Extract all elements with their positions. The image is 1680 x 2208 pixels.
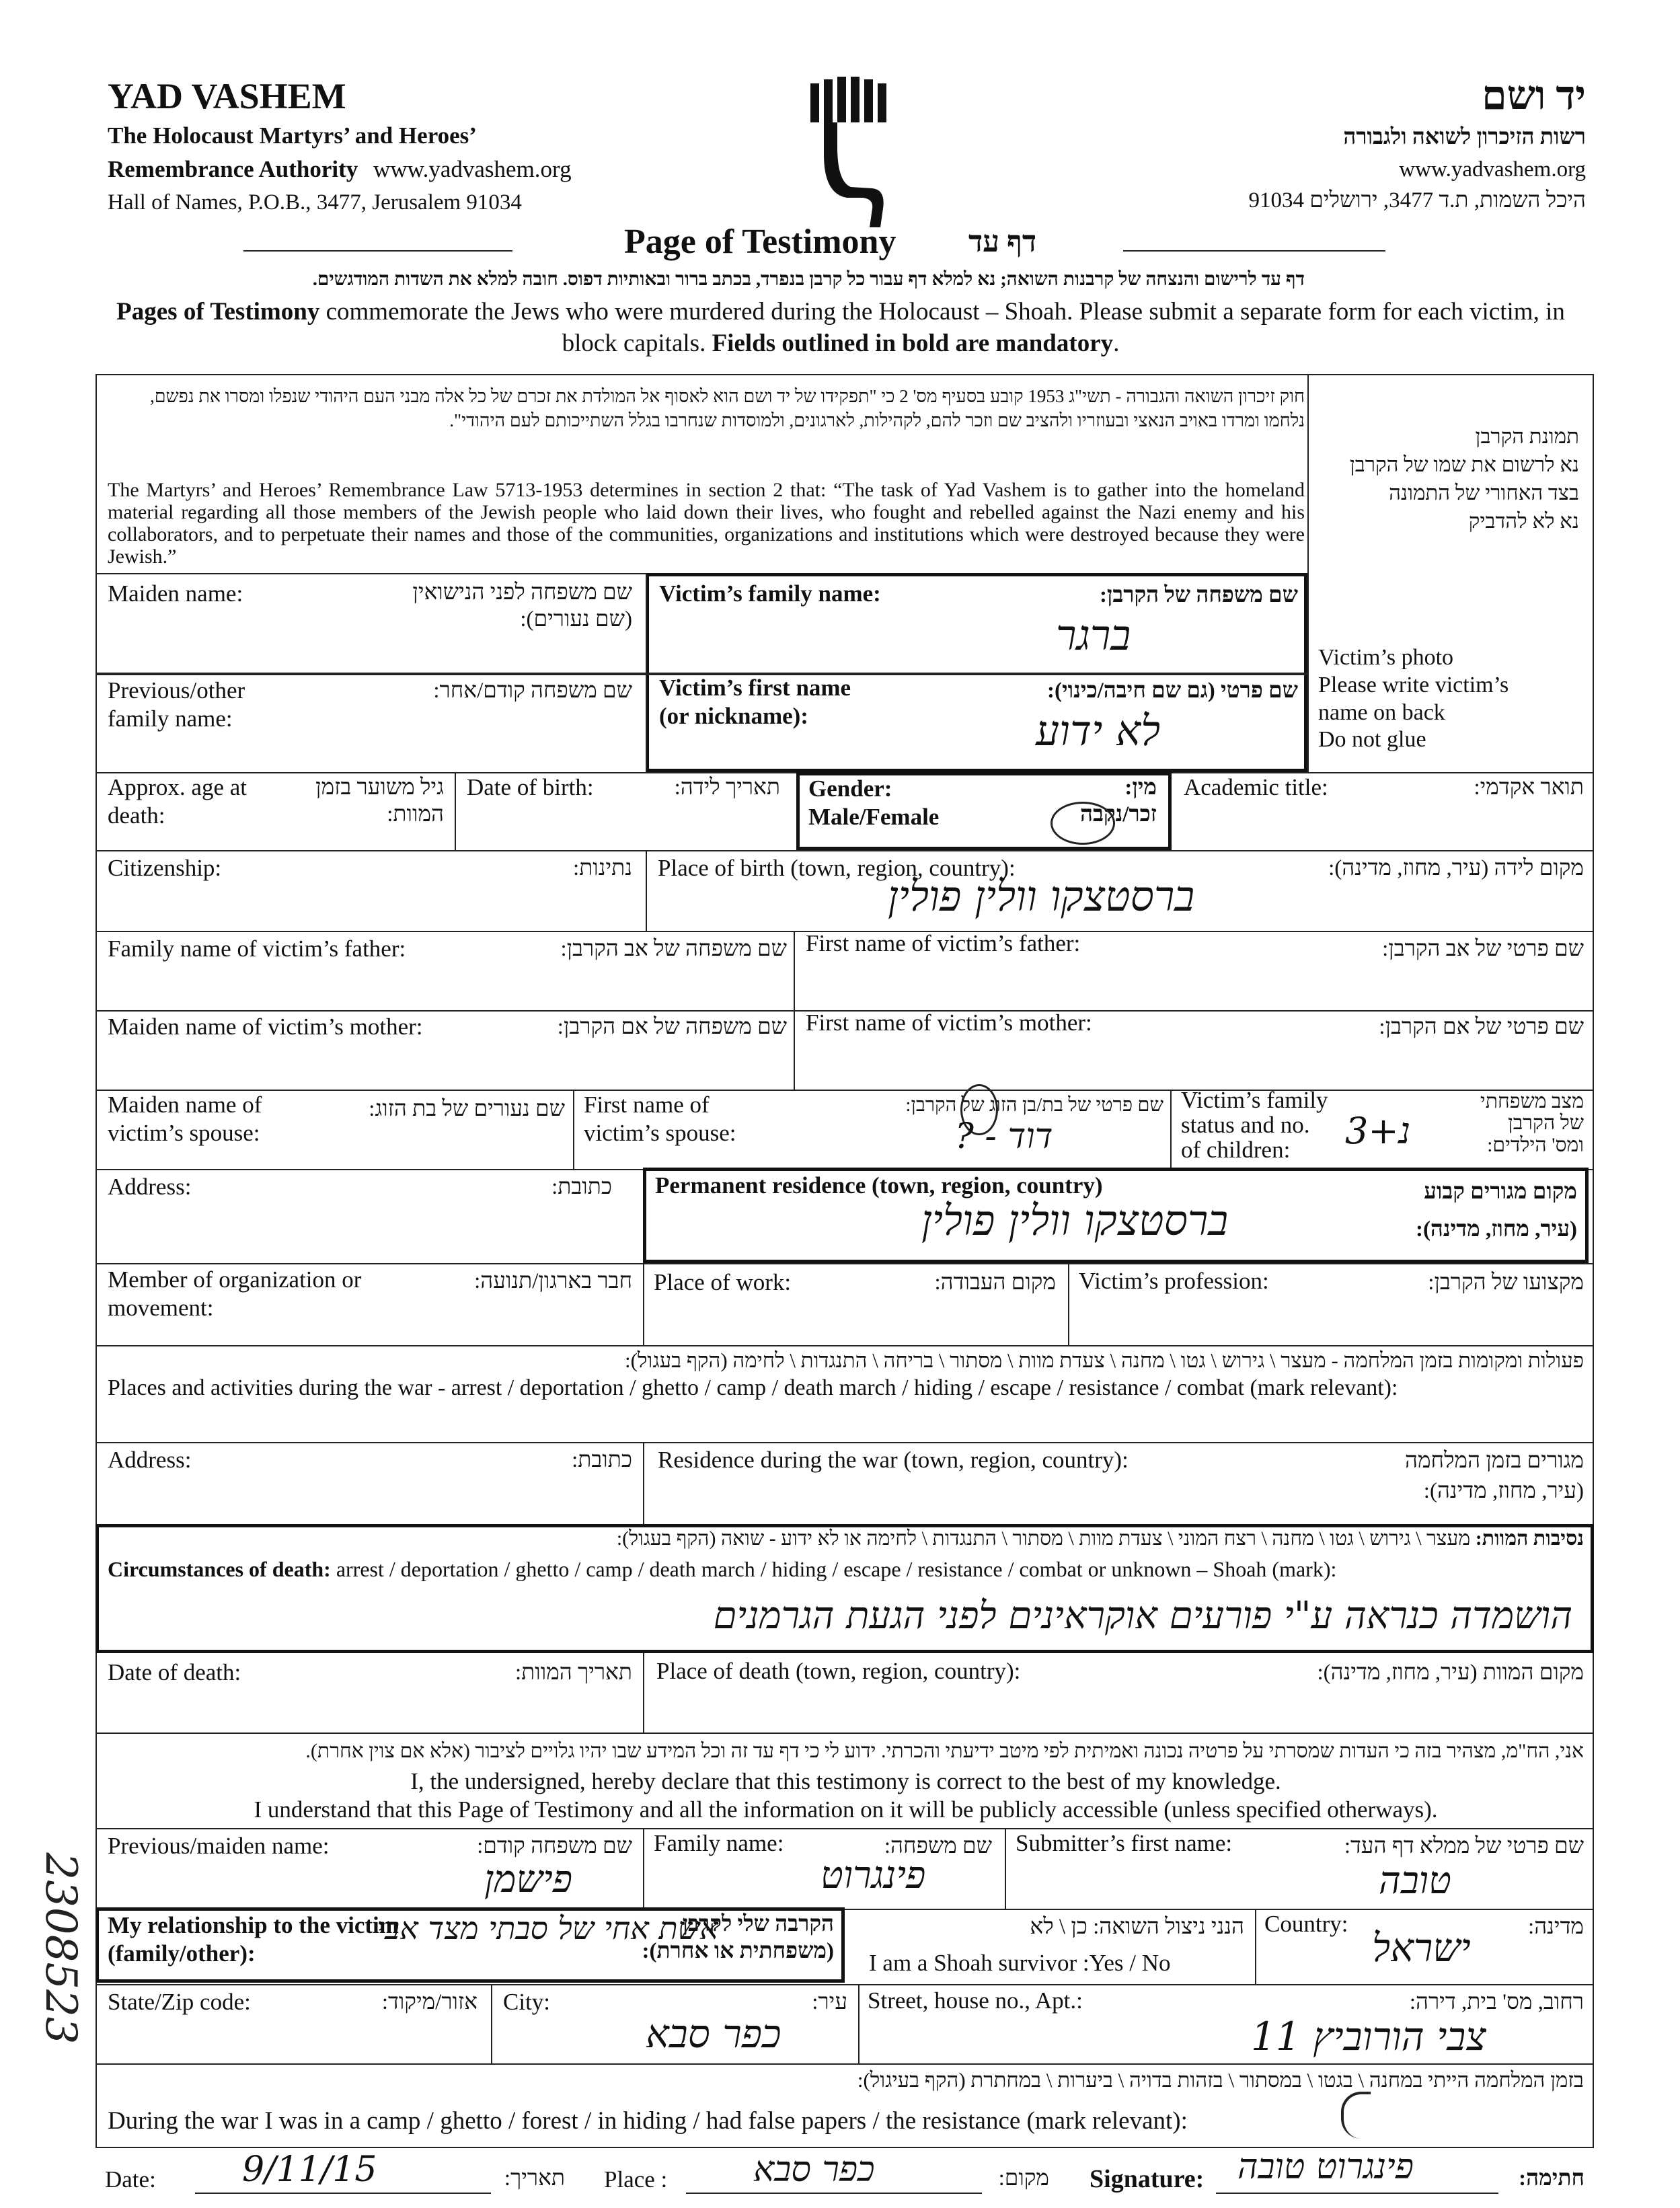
activities-label-en: Places and activities during the war - arrest / deportation / ghetto / camp / death march / hiding / escape / resistance / combat (mark relevant): — [108, 1375, 1398, 1400]
residence-he-line2: (עיר, מחוז, מדינה): — [1415, 1217, 1577, 1242]
pob-label-he: מקום לידה (עיר, מחוז, מדינה): — [1328, 856, 1584, 880]
family-status-value[interactable]: נ+3 — [1345, 1110, 1411, 1152]
relationship-value[interactable]: אשת אחי של סבתי מצד אבי — [377, 1910, 718, 1946]
city-label: City: — [503, 1989, 551, 2015]
war-residence-label-he — [1345, 1446, 1584, 1506]
first-name-line2: (or nickname): — [659, 703, 808, 729]
pod-label-he: מקום המוות (עיר, מחוז, מדינה): — [1317, 1661, 1584, 1685]
mother-maiden-label: Maiden name of victim’s mother: — [108, 1014, 423, 1040]
place-label-he: מקום: — [998, 2166, 1049, 2191]
photo-en-line2: Please write victim’s — [1318, 672, 1509, 697]
father-family-label: Family name of victim’s father: — [108, 936, 406, 962]
org-name-en: YAD VASHEM — [108, 76, 346, 116]
page-title-en: Page of Testimony — [624, 223, 896, 261]
organization-line2: movement: — [108, 1295, 214, 1321]
gender-he-line2: זכר/נקבה — [1080, 802, 1157, 827]
spouse-first-label-he: שם פרטי של בת/בן הזוג של הקרבן: — [905, 1094, 1163, 1116]
col-death-divider — [643, 1653, 644, 1733]
first-name-label-he: שם פרטי (גם שם חיבה/כינוי): — [1047, 679, 1298, 703]
circumstances-label-en — [108, 1556, 1336, 1582]
dob-label: Date of birth: — [467, 774, 594, 800]
col-zip-divider — [491, 1984, 492, 2063]
survivor-label-he: הנני ניצול השואה: כן \ לא — [1030, 1915, 1244, 1939]
dod-label-he: תאריך המוות: — [515, 1661, 632, 1685]
maiden-name-he-line1: שם משפחה לפני הנישואין — [412, 580, 632, 605]
address-label: Address: — [108, 1174, 192, 1200]
instructions-he: דף עד לרישום והנצחה של קרבנות השואה; נא למלא דף עבור כל קרבן בנפרד, בכתב ברור ובאותיות דפוס. חובה למלא את השדות המודגשים. — [312, 269, 1305, 290]
org-address-en: Hall of Names, P.O.B., 3477, Jerusalem 91034 — [108, 190, 522, 215]
photo-instructions-en — [1318, 644, 1509, 754]
war-address-label: Address: — [108, 1447, 192, 1473]
declaration-en2: I understand that this Page of Testimony and all the information on it will be publicly accessible (unless specified otherways). — [254, 1796, 1438, 1823]
spouse-first-label — [584, 1091, 736, 1147]
rule-row15 — [96, 2063, 1594, 2065]
submitter-first-value[interactable]: טובה — [1379, 1859, 1451, 1903]
col-age-divider — [455, 772, 456, 850]
family-status-line2: status and no. — [1181, 1111, 1310, 1138]
org-url-he[interactable]: www.yadvashem.org — [1399, 157, 1586, 182]
org-subtitle2-en — [108, 156, 572, 183]
academic-label: Academic title: — [1184, 774, 1328, 800]
col-citizenship-divider — [646, 850, 647, 931]
instructions-en-bold: Pages of Testimony — [116, 298, 320, 326]
street-label-he: רחוב, מס' בית, דירה: — [1409, 1990, 1584, 2014]
rule-row3 — [96, 850, 1594, 851]
photo-column-line — [1307, 374, 1309, 772]
declaration-he: אני, הח"מ, מצהיר בזה כי העדות שמסרתי על פרטיה נכונה ואמיתית לפי מיטב ידיעתי והכרתי. ידוע לי כי דף עד זה וכל המידע שבו יהיו גלויים לציבור (אלא אם צוין אחרת). — [305, 1740, 1584, 1762]
maiden-name-he-line2: (שם נעורים): — [520, 607, 632, 632]
rule-row11 — [96, 1733, 1594, 1734]
father-family-label-he: שם משפחה של אב הקרבן: — [560, 937, 787, 961]
father-first-label: First name of victim’s father: — [806, 930, 1081, 956]
spouse-first-value[interactable]: דוד - ? — [955, 1116, 1053, 1157]
family-status-he2: של הקרבן — [1508, 1112, 1584, 1135]
pob-value[interactable]: ברסטצקו וולין פולין — [888, 872, 1195, 921]
relationship-he2: (משפחתית או אחרת): — [642, 1938, 834, 1963]
survivor-label-en: I am a Shoah survivor :Yes / No — [869, 1950, 1171, 1976]
date-line — [195, 2193, 491, 2194]
spouse-maiden-line2: victim’s spouse: — [108, 1120, 260, 1146]
circumstances-he-text: מעצר \ גירוש \ גטו \ מחנה \ רצח המוני \ צעדת מוות \ מסתור \ התנגדות \ לחימה או לא ידוע - שואה (הקף בעגול): — [616, 1527, 1476, 1550]
rule-row14 — [96, 1984, 1594, 1985]
family-name-label-he: שם משפחה של הקרבן: — [1099, 583, 1298, 607]
signature-label: Signature: — [1090, 2165, 1205, 2193]
dob-label-he: תאריך לידה: — [674, 775, 780, 800]
signature-line — [1216, 2193, 1498, 2194]
instructions-en-end: . — [1113, 330, 1120, 358]
residence-label-he — [1278, 1173, 1577, 1248]
previous-name-line2: family name: — [108, 706, 233, 732]
photo-he-line3: בצד האחורי של התמונה — [1389, 480, 1579, 504]
col-spouse-divider2 — [1170, 1090, 1172, 1169]
spouse-maiden-label-he: שם נעורים של בת הזוג: — [369, 1097, 565, 1121]
spouse-maiden-label — [108, 1091, 262, 1147]
side-record-number: 2308523 — [36, 1852, 85, 2045]
circumstances-en-bold: Circumstances of death: — [108, 1557, 331, 1581]
residence-label: Permanent residence (town, region, country) — [655, 1172, 1103, 1198]
circumstances-en-text: arrest / deportation / ghetto / camp / death march / hiding / escape / resistance / combat or unknown – Shoah (mark): — [330, 1557, 1337, 1581]
family-status-line1: Victim’s family — [1181, 1087, 1328, 1113]
during-war-mark — [1341, 2092, 1371, 2139]
circumstances-value[interactable]: הושמדה כנראה ע"י פורעים אוקראינים לפני הגעת הגרמנים — [713, 1594, 1572, 1638]
signature-value[interactable]: פינגרוט טובה — [1237, 2147, 1414, 2187]
relationship-label — [108, 1911, 399, 1968]
gender-he-line1: מין: — [1124, 775, 1157, 800]
previous-name-label-he: שם משפחה קודם/אחר: — [433, 679, 632, 703]
date-value[interactable]: 9/11/15 — [242, 2149, 377, 2190]
war-residence-label: Residence during the war (town, region, country): — [658, 1447, 1129, 1473]
organization-label-he: חבר בארגון/תנועה: — [474, 1269, 632, 1293]
law-text-en: The Martyrs’ and Heroes’ Remembrance Law 5713-1953 determines in section 2 that: “The task of Yad Vashem is to gather into the homeland material regarding all those members of the Jewish people who laid down their lives, who fought and rebelled against the Nazi enemy and his collaborators, and to perpetuate their names and those of the communities, organizations and institutions which were destroyed because they were Jewish.” — [108, 479, 1305, 568]
family-status-he1: מצב משפחתי — [1480, 1090, 1584, 1112]
yad-vashem-logo — [804, 74, 898, 229]
rule-row9 — [96, 1345, 1594, 1346]
previous-name-label — [108, 677, 245, 733]
dod-label: Date of death: — [108, 1659, 241, 1685]
pob-label: Place of birth (town, region, country): — [658, 855, 1016, 881]
street-label: Street, house no., Apt.: — [868, 1987, 1083, 2014]
col-org-divider — [643, 1263, 644, 1345]
city-value[interactable]: כפר סבא — [646, 2011, 781, 2057]
instructions-en-middle: commemorate the Jews who were murdered during the Holocaust – Shoah. Please submit a separate form for each victim, in block capitals. — [319, 298, 1565, 358]
org-remembrance: Remembrance Authority — [108, 156, 358, 182]
work-label-he: מקום העבודה: — [934, 1270, 1056, 1295]
maiden-name-label-he — [377, 580, 632, 633]
col-spouse-divider1 — [573, 1090, 574, 1169]
submitter-first-label-he: שם פרטי של ממלא דף העד: — [1344, 1834, 1584, 1858]
family-status-label — [1181, 1088, 1328, 1162]
during-war-label-en: During the war I was in a camp / ghetto / forest / in hiding / had false papers / the resistance (mark relevant): — [108, 2107, 1188, 2135]
family-status-he3: ומס' הילדים: — [1487, 1133, 1584, 1156]
age-he-line1: גיל משוער בזמן — [315, 775, 444, 800]
war-residence-he1: מגורים בזמן המלחמה — [1405, 1449, 1584, 1473]
first-name-line1: Victim’s first name — [659, 675, 851, 701]
pod-label: Place of death (town, region, country): — [656, 1658, 1021, 1684]
country-label-he: מדינה: — [1528, 1915, 1584, 1939]
col-war-divider — [643, 1442, 644, 1524]
spouse-first-line1: First name of — [584, 1092, 710, 1118]
father-first-label-he: שם פרטי של אב הקרבן: — [1382, 937, 1584, 961]
war-address-label-he: כתובת: — [572, 1448, 632, 1472]
instructions-en-mandatory: Fields outlined in bold are mandatory — [712, 330, 1114, 358]
during-war-label-he: בזמן המלחמה הייתי במחנה \ בגטו \ במסתור \ בזהות בדויה \ ביערות \ במחתרת (הקף בעיגול): — [857, 2068, 1584, 2092]
organization-line1: Member of organization or — [108, 1266, 362, 1293]
age-line1: Approx. age at — [108, 774, 247, 800]
org-subtitle-en: The Holocaust Martyrs’ and Heroes’ — [108, 122, 477, 149]
gender-label — [808, 775, 939, 831]
activities-label-he: פעולות ומקומות בזמן המלחמה - מעצר \ גירוש \ גטו \ מחנה \ צעדת מוות \ מסתור \ בריחה \ התנגדות \ לחימה (הקף בעגול): — [625, 1348, 1584, 1372]
mother-first-label-he: שם פרטי של אם הקרבן: — [1379, 1015, 1584, 1039]
submitter-first-label: Submitter’s first name: — [1016, 1830, 1233, 1856]
zip-label: State/Zip code: — [108, 1989, 251, 2015]
previous-name-line1: Previous/other — [108, 677, 245, 703]
profession-label-he: מקצועו של הקרבן: — [1428, 1270, 1584, 1295]
place-line — [686, 2193, 982, 2194]
signature-label-he: חתימה: — [1519, 2166, 1584, 2191]
spouse-maiden-line1: Maiden name of — [108, 1092, 262, 1118]
zip-label-he: אזור/מיקוד: — [381, 1990, 478, 2014]
photo-instructions-he — [1350, 422, 1579, 535]
city-label-he: עיר: — [812, 1990, 847, 2014]
relationship-line1: My relationship to the victim — [108, 1912, 399, 1938]
gender-line2: Male/Female — [808, 804, 940, 830]
profession-label: Victim’s profession: — [1079, 1268, 1269, 1294]
country-value[interactable]: ישראל — [1372, 1925, 1471, 1971]
org-address-he: היכל השמות, ת.ד 3477, ירושלים 91034 — [1248, 188, 1586, 213]
col-work-divider — [1068, 1263, 1069, 1345]
rule-row6 — [96, 1090, 1594, 1091]
instructions-en — [101, 296, 1580, 360]
circumstances-label-he — [108, 1527, 1584, 1551]
rule-row12 — [96, 1828, 1594, 1829]
relationship-line2: (family/other): — [108, 1940, 256, 1967]
col-country-divider — [1255, 1909, 1256, 1984]
law-text-he: חוק זיכרון השואה והגבורה - תשי"ג 1953 קובע בסעיף מס' 2 כי "תפקידו של יד ושם הוא לאסוף אל המולדת את זכרם של כל אלה מבני העם היהודי שנפלו ומסרו את נפשם, נלחמו ומרדו באויב הנאצי ובעוזריו ולהציב שם וזכר להם, לקהילות, לארגונים, ולמוסדות שנחרבו בגלל השתייכותם לעם היהודי". — [149, 386, 1305, 430]
org-url-en[interactable]: www.yadvashem.org — [373, 156, 572, 182]
work-label: Place of work: — [654, 1269, 792, 1295]
date-label-he: תאריך: — [504, 2166, 565, 2191]
photo-en-line4: Do not glue — [1318, 727, 1426, 753]
relationship-he1: הקרבה שלי לקרבן — [682, 1912, 834, 1936]
citizenship-label: Citizenship: — [108, 855, 222, 881]
col-name-divider — [646, 573, 647, 772]
submitter-family-label-he: שם משפחה: — [884, 1834, 992, 1858]
col-sub2-divider — [1005, 1828, 1006, 1909]
submitter-prev-label: Previous/maiden name: — [108, 1833, 330, 1859]
title-rule-left — [243, 250, 512, 252]
family-name-label: Victim’s family name: — [659, 580, 881, 607]
submitter-family-label: Family name: — [654, 1830, 784, 1856]
address-label-he: כתובת: — [551, 1175, 612, 1199]
place-value[interactable]: כפר סבא — [753, 2149, 875, 2190]
gender-line1: Gender: — [808, 775, 892, 802]
age-label — [108, 773, 247, 830]
org-subtitle-he: רשות הזיכרון לשואה ולגבורה — [1343, 125, 1586, 149]
photo-he-line2: נא לרשום את שמו של הקרבן — [1349, 452, 1579, 476]
age-line2: death: — [108, 802, 165, 829]
circumstances-he-bold: נסיבות המוות: — [1475, 1527, 1584, 1550]
rule-row10 — [96, 1442, 1594, 1443]
date-label: Date: — [105, 2166, 156, 2193]
place-label: Place : — [604, 2166, 668, 2193]
mother-first-label: First name of victim’s mother: — [806, 1010, 1092, 1036]
spouse-first-line2: victim’s spouse: — [584, 1120, 736, 1146]
submitter-prev-label-he: שם משפחה קודם: — [477, 1834, 632, 1858]
photo-he-line4: נא לא להדביק — [1468, 508, 1579, 533]
photo-he-line1: תמונת הקרבן — [1475, 424, 1579, 448]
col-city-divider — [858, 1984, 860, 2063]
photo-en-line1: Victim’s photo — [1318, 645, 1454, 670]
first-name-label — [659, 674, 851, 730]
family-status-label-he — [1480, 1091, 1584, 1156]
declaration-en1: I, the undersigned, hereby declare that this testimony is correct to the best of my knowledge. — [410, 1768, 1281, 1794]
family-name-value[interactable]: ברגר — [1056, 611, 1131, 660]
street-value[interactable]: צבי הורוביץ 11 — [1251, 2014, 1486, 2059]
title-rule-right — [1123, 250, 1385, 252]
residence-he-line1: מקום מגורים קבוע — [1424, 1180, 1577, 1204]
submitter-family-value[interactable]: פינגרוט — [820, 1854, 926, 1897]
org-name-he: יד ושם — [1482, 73, 1586, 118]
age-label-he — [282, 775, 444, 828]
residence-value[interactable]: ברסטצקו וולין פולין — [921, 1196, 1229, 1245]
family-status-line3: of children: — [1181, 1136, 1291, 1163]
country-label: Country: — [1264, 1911, 1348, 1937]
page-title-he: דף עד — [968, 225, 1037, 258]
war-residence-he2: (עיר, מחוז, מדינה): — [1423, 1478, 1584, 1503]
mother-maiden-label-he: שם משפחה של אם הקרבן: — [557, 1015, 787, 1039]
rule-row8 — [96, 1263, 1594, 1264]
organization-label — [108, 1266, 361, 1322]
photo-en-line3: name on back — [1318, 699, 1445, 725]
col-sub1-divider — [643, 1828, 644, 1909]
first-name-value[interactable]: לא ידוע — [1036, 706, 1161, 755]
academic-label-he: תואר אקדמי: — [1474, 775, 1584, 800]
gender-female-circle[interactable] — [1051, 802, 1115, 845]
age-he-line2: המוות: — [387, 802, 444, 827]
submitter-prev-value[interactable]: פישמן — [484, 1858, 573, 1901]
citizenship-label-he: נתינות: — [573, 856, 632, 880]
maiden-name-label: Maiden name: — [108, 580, 243, 607]
